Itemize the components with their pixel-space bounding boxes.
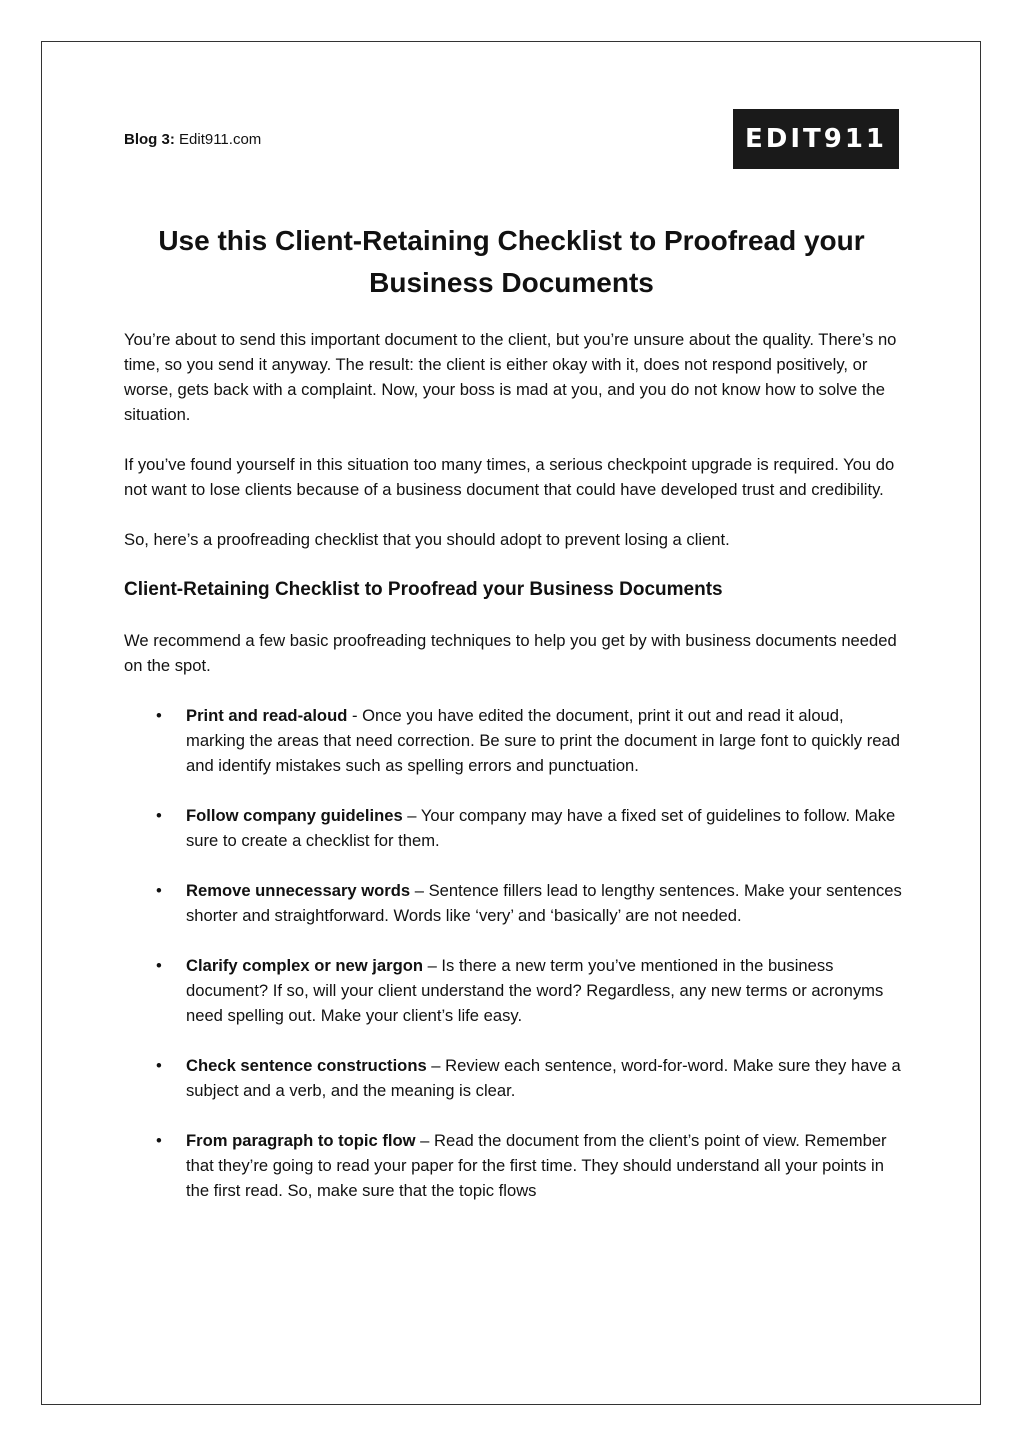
intro-paragraph-3: So, here’s a proofreading checklist that you should adopt to prevent losing a client. [124, 530, 730, 549]
bullet-icon: • [156, 1056, 162, 1075]
checklist-term: Follow company guidelines [186, 806, 403, 825]
blog-label [124, 131, 261, 148]
document-body [124, 327, 904, 1228]
section-heading: Client-Retaining Checklist to Proofread your Business Documents [124, 579, 723, 600]
section-intro: We recommend a few basic proofreading techniques to help you get by with business documents needed on the spot. [124, 631, 897, 675]
intro-paragraph-2: If you’ve found yourself in this situation too many times, a serious checkpoint upgrade is required. You do not want to lose clients because of a business document that could have developed trust and credibility. [124, 455, 895, 499]
checklist-term: Remove unnecessary words [186, 881, 411, 900]
checklist [124, 703, 904, 1203]
bullet-icon: • [156, 881, 162, 900]
checklist-text: – Sentence fillers lead to lengthy sentences. Make your sentences shorter and straightforward. Words like ‘very’ and ‘basically’ are not needed. [186, 881, 902, 925]
checklist-item [124, 803, 904, 853]
checklist-item [124, 1053, 904, 1103]
checklist-term: Check sentence constructions [186, 1056, 427, 1075]
checklist-text: - Once you have edited the document, print it out and read it aloud, marking the areas that need correction. Be sure to print the document in large font to quickly read and identify mistakes such as spelling errors and punctuation. [186, 706, 900, 775]
checklist-text: – Read the document from the client’s point of view. Remember that they’re going to read your paper for the first time. They should understand all your points in the first read. So, make sure that the topic flows [186, 1131, 887, 1200]
checklist-text: – Review each sentence, word-for-word. Make sure they have a subject and a verb, and the meaning is clear. [186, 1056, 901, 1100]
checklist-item [124, 878, 904, 928]
checklist-term: Print and read-aloud [186, 706, 348, 725]
logo-text: EDIT911 [744, 124, 888, 154]
bullet-icon: • [156, 806, 162, 825]
document-title: Use this Client-Retaining Checklist to Proofread your Business Documents [158, 225, 865, 298]
checklist-text: – Your company may have a fixed set of guidelines to follow. Make sure to create a checklist for them. [186, 806, 896, 850]
checklist-term: Clarify complex or new jargon [186, 956, 423, 975]
edit911-logo [733, 109, 899, 169]
bullet-icon: • [156, 1131, 162, 1150]
blog-label-prefix: Blog 3: [124, 131, 175, 148]
checklist-item [124, 703, 904, 778]
blog-site: Edit911.com [179, 131, 262, 148]
checklist-item [124, 1128, 904, 1203]
intro-paragraph-1: You’re about to send this important document to the client, but you’re unsure about the quality. There’s no time, so you send it anyway. The result: the client is either okay with it, does not respond positively, or worse, gets back with a complaint. Now, your boss is mad at you, and you do not know how to solve the situation. [124, 330, 897, 424]
bullet-icon: • [156, 956, 162, 975]
bullet-icon: • [156, 706, 162, 725]
checklist-text: – Is there a new term you’ve mentioned in the business document? If so, will your client understand the word? Regardless, any new terms or acronyms need spelling out. Make your client’s life easy. [186, 956, 884, 1025]
checklist-term: From paragraph to topic flow [186, 1131, 416, 1150]
checklist-item [124, 953, 904, 1028]
